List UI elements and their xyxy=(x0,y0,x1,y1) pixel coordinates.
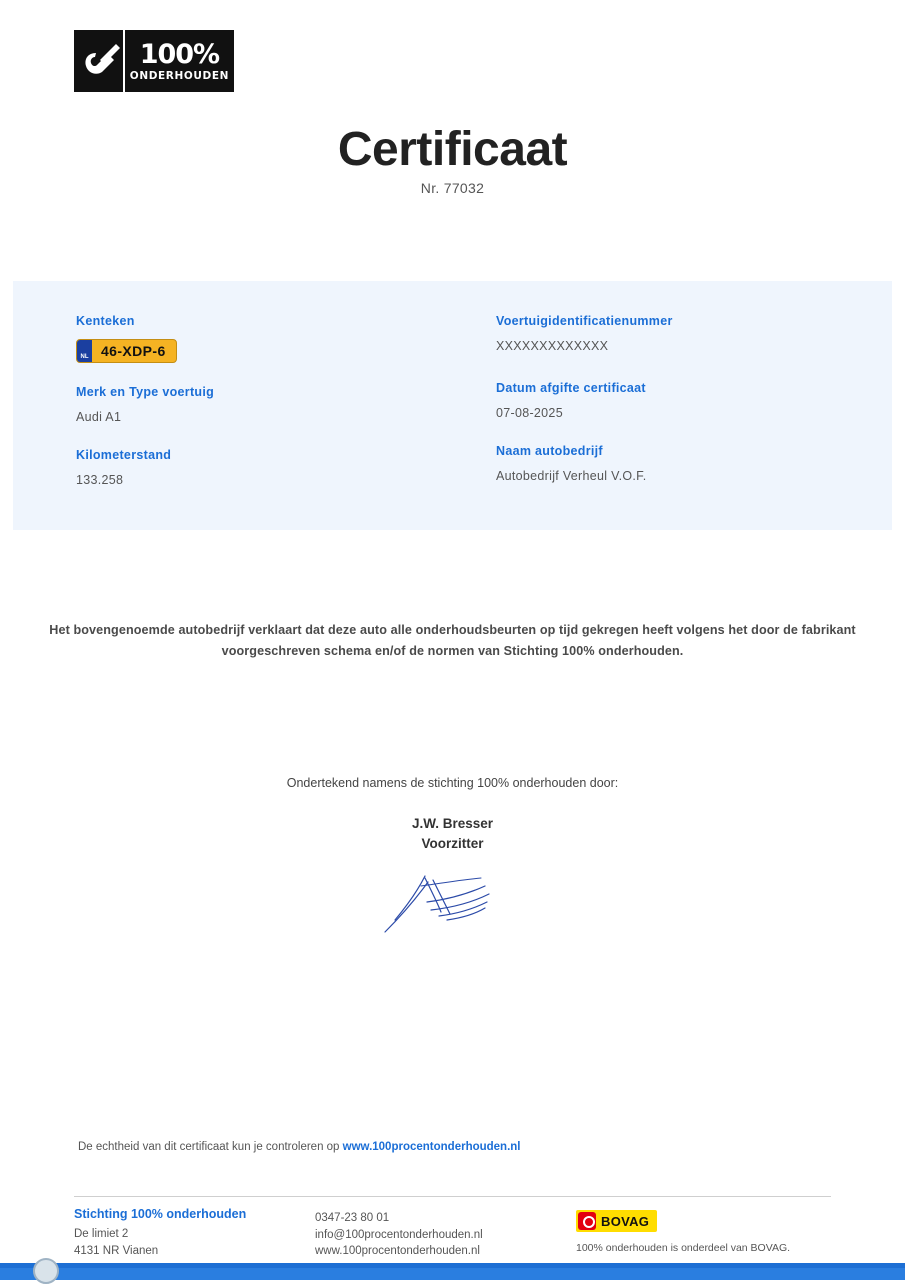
footer-org-name: Stichting 100% onderhouden xyxy=(74,1207,247,1221)
logo-wordmark xyxy=(125,30,234,92)
signature-role: Voorzitter xyxy=(421,836,484,851)
footer-phone: 0347-23 80 01 xyxy=(315,1212,390,1224)
footer-bovag xyxy=(576,1210,790,1254)
brand-logo xyxy=(74,30,234,92)
verification-text: De echtheid van dit certificaat kun je controleren op xyxy=(78,1141,343,1153)
declaration-text: Het bovengenoemde autobedrijf verklaart dat deze auto alle onderhoudsbeurten op tijd gekregen heeft volgens het door de fabrikant voorgeschreven schema en/of de normen van Stichting 100% onderhouden. xyxy=(49,623,856,658)
field-label-datum-afgifte: Datum afgifte certificaat xyxy=(496,381,646,395)
field-label-kilometerstand: Kilometerstand xyxy=(76,448,172,462)
field-datum-afgifte xyxy=(496,381,673,420)
logo-percent: 100% xyxy=(139,38,220,70)
logo-mark xyxy=(74,30,123,92)
plate-eu-band: NL xyxy=(77,340,92,362)
footer-organisation xyxy=(74,1207,246,1259)
logo-word: ONDERHOUDEN xyxy=(129,69,229,82)
signature-intro: Ondertekend namens de stichting 100% onderhouden door: xyxy=(286,776,619,790)
handwritten-signature xyxy=(381,862,511,937)
field-value-vin: XXXXXXXXXXXXX xyxy=(496,339,609,353)
bovag-label: BOVAG xyxy=(601,1213,650,1229)
field-label-naam-autobedrijf: Naam autobedrijf xyxy=(496,444,603,458)
footer xyxy=(74,1207,834,1267)
verification-link[interactable]: www.100procentonderhouden.nl xyxy=(342,1141,521,1153)
plate-number: 46-XDP-6 xyxy=(101,343,166,359)
field-naam-autobedrijf xyxy=(496,444,673,483)
details-column-left xyxy=(76,314,214,511)
bottom-bar xyxy=(0,1268,905,1280)
footer-divider xyxy=(74,1196,831,1197)
bottom-circle-decoration xyxy=(33,1258,59,1284)
page-title: Certificaat xyxy=(337,123,568,176)
vehicle-details-panel xyxy=(13,281,892,530)
field-value-datum-afgifte: 07-08-2025 xyxy=(496,406,563,420)
footer-contact xyxy=(315,1210,483,1260)
certificate-number: Nr. 77032 xyxy=(420,180,485,196)
license-plate xyxy=(76,339,177,363)
footer-address-line-1: De limiet 2 xyxy=(74,1228,129,1240)
details-column-right xyxy=(496,314,673,507)
verification-line xyxy=(78,1141,521,1153)
field-label-kenteken: Kenteken xyxy=(76,314,135,328)
bovag-mark-icon xyxy=(578,1212,596,1230)
field-label-merk-type: Merk en Type voertuig xyxy=(76,385,215,399)
field-kenteken xyxy=(76,314,214,363)
bovag-note: 100% onderhouden is onderdeel van BOVAG. xyxy=(576,1242,791,1254)
field-merk-type xyxy=(76,385,214,424)
signature-name: J.W. Bresser xyxy=(411,816,494,831)
field-vin xyxy=(496,314,673,353)
footer-website[interactable]: www.100procentonderhouden.nl xyxy=(315,1245,480,1258)
field-value-naam-autobedrijf: Autobedrijf Verheul V.O.F. xyxy=(496,469,647,483)
wrench-icon xyxy=(83,41,123,81)
field-value-kilometerstand: 133.258 xyxy=(76,473,124,487)
bovag-logo xyxy=(576,1210,657,1232)
field-label-vin: Voertuigidentificatienummer xyxy=(496,314,673,328)
footer-email[interactable]: info@100procentonderhouden.nl xyxy=(315,1228,483,1241)
footer-address-line-2: 4131 NR Vianen xyxy=(74,1244,159,1257)
field-value-merk-type: Audi A1 xyxy=(76,410,122,424)
field-kilometerstand xyxy=(76,448,214,487)
